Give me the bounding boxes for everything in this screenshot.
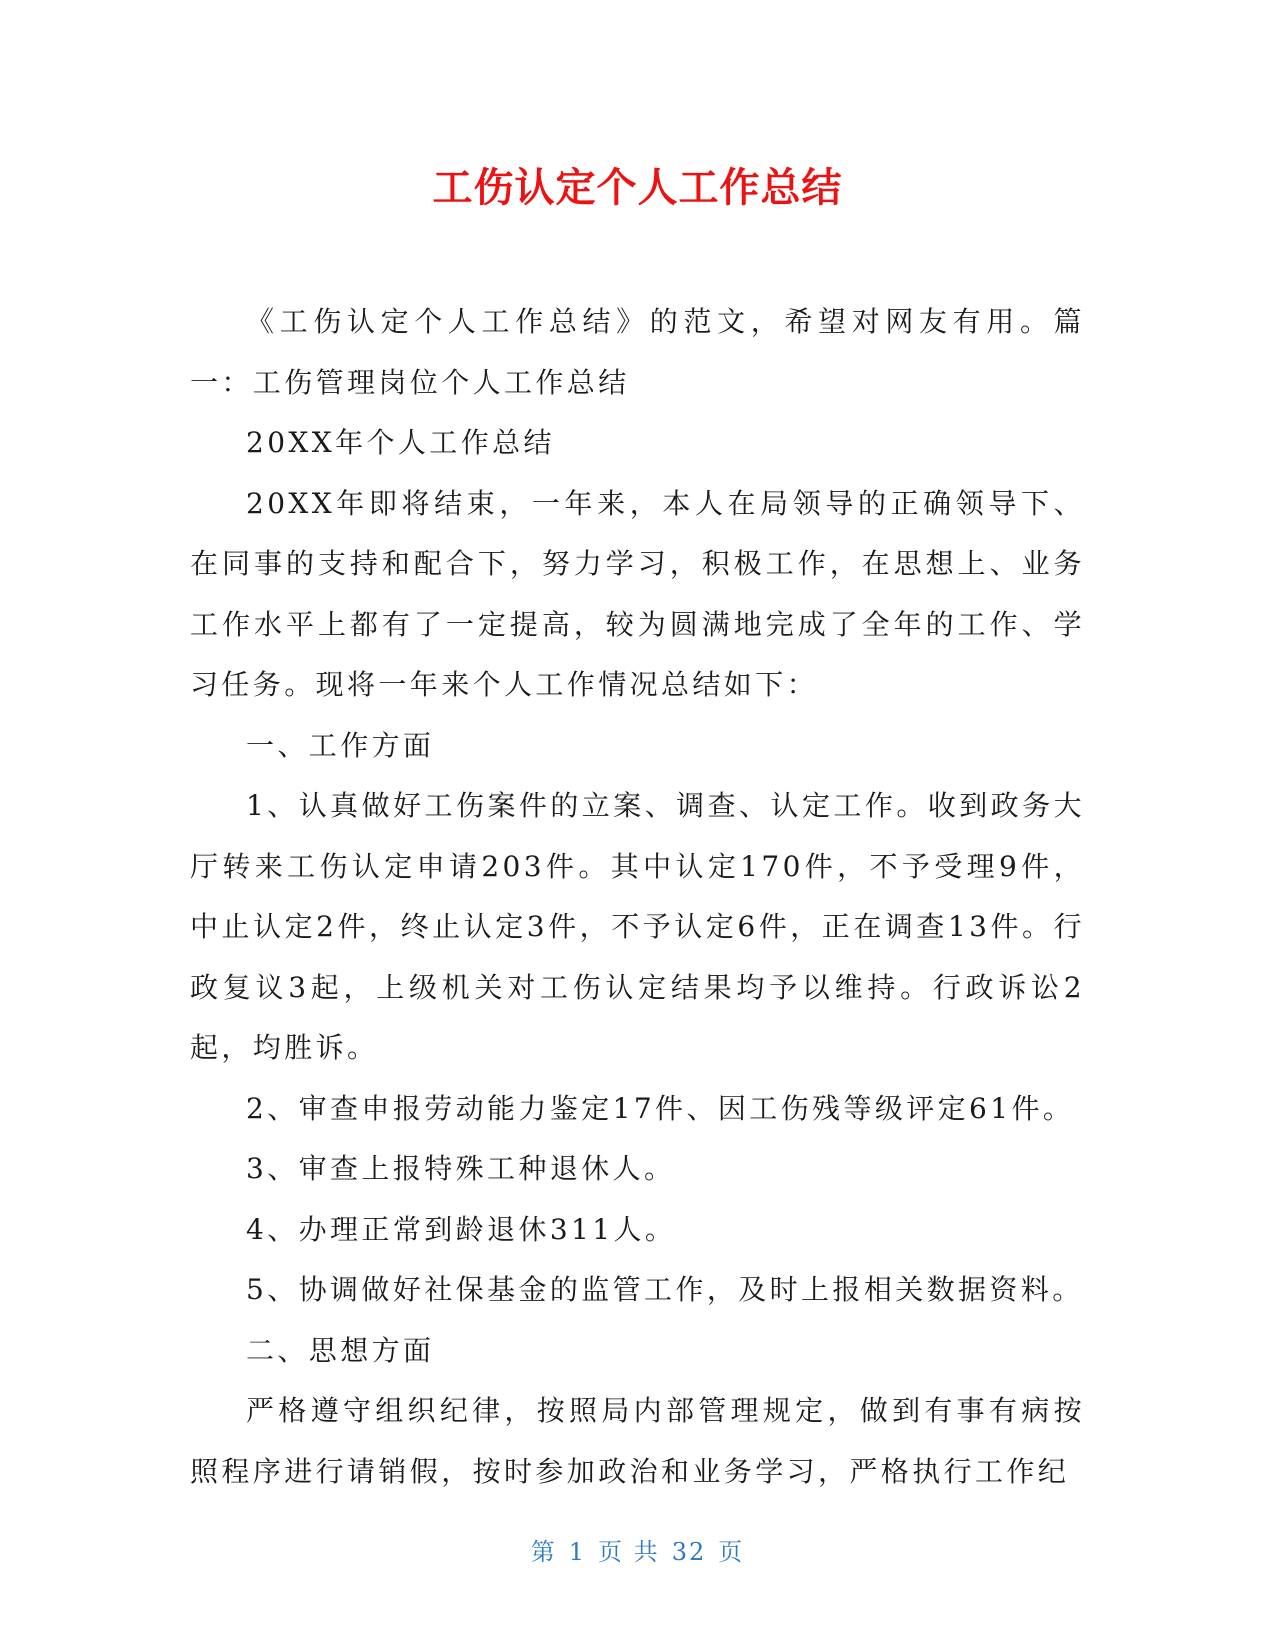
paragraph-discipline: 严格遵守组织纪律，按照局内部管理规定，做到有事有病按照程序进行请销假，按时参加政治和业务学习，严格执行工作纪 bbox=[190, 1394, 1085, 1488]
paragraph-intro: 《工伤认定个人工作总结》的范文，希望对网友有用。篇一：工伤管理岗位个人工作总结 bbox=[190, 305, 1085, 399]
paragraph-item-5: 5、协调做好社保基金的监管工作，及时上报相关数据资料。 bbox=[246, 1273, 1084, 1306]
document-body bbox=[190, 292, 1085, 1502]
footer-suffix: 页 bbox=[718, 1538, 745, 1566]
footer-middle: 页 共 bbox=[598, 1538, 660, 1566]
section-heading-thought: 二、思想方面 bbox=[246, 1333, 435, 1367]
footer-prefix: 第 bbox=[530, 1538, 557, 1566]
section-heading-work: 一、工作方面 bbox=[246, 728, 435, 762]
paragraph-item-3: 3、审查上报特殊工种退休人。 bbox=[246, 1152, 676, 1185]
document-title: 工伤认定个人工作总结 bbox=[432, 165, 843, 211]
paragraph-item-4: 4、办理正常到龄退休311人。 bbox=[246, 1212, 677, 1246]
footer-total-pages: 32 bbox=[671, 1538, 707, 1566]
page-footer bbox=[0, 1536, 1275, 1568]
footer-current-page: 1 bbox=[568, 1538, 587, 1566]
paragraph-item-2: 2、审查申报劳动能力鉴定17件、因工伤残等级评定61件。 bbox=[246, 1091, 1075, 1125]
paragraph-item-1: 1、认真做好工伤案件的立案、调查、认定工作。收到政务大厅转来工伤认定申请203件。其中认定170件，不予受理9件，中止认定2件，终止认定3件，不予认定6件，正在调查13件。行政复议3起，上级机关对工伤认定结果均予以维持。行政诉讼2起，均胜诉。 bbox=[190, 789, 1085, 1064]
paragraph-heading-summary: 20XX年个人工作总结 bbox=[246, 426, 555, 459]
paragraph-overview: 20XX年即将结束，一年来，本人在局领导的正确领导下、在同事的支持和配合下，努力学习，积极工作，在思想上、业务工作水平上都有了一定提高，较为圆满地完成了全年的工作、学习任务。现将一年来个人工作情况总结如下： bbox=[190, 486, 1085, 701]
